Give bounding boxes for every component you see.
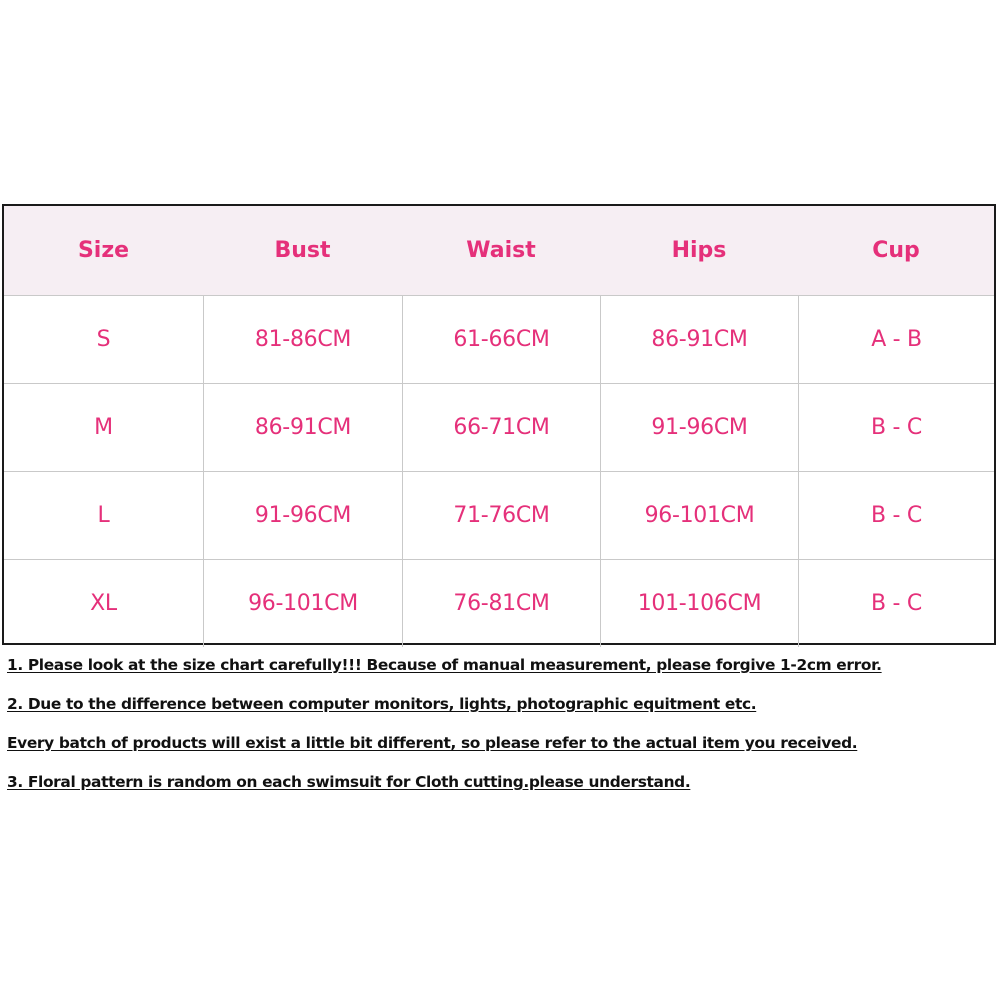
- cell-cup: B - C: [798, 383, 994, 471]
- cell-bust: 91-96CM: [203, 471, 402, 559]
- header-size: Size: [77, 238, 130, 263]
- header-cup: Cup: [872, 238, 920, 263]
- cell-bust: 86-91CM: [203, 383, 402, 471]
- table-row-l: [4, 471, 994, 559]
- cell-hips: 101-106CM: [600, 559, 798, 647]
- note-floral-pattern: 3. Floral pattern is random on each swimsuit for Cloth cutting.please understand.: [7, 773, 691, 791]
- note-batch-difference: Every batch of products will exist a little bit different, so please refer to the actual item you received.: [7, 734, 858, 752]
- cell-hips: 91-96CM: [600, 383, 798, 471]
- cell-hips: 86-91CM: [600, 295, 798, 383]
- header-bust: Bust: [274, 238, 331, 263]
- cell-cup: B - C: [798, 559, 994, 647]
- table-row-xl: [4, 559, 994, 647]
- cell-size: XL: [4, 559, 203, 647]
- note-measurement-error: 1. Please look at the size chart carefully!!! Because of manual measurement, please forgive 1-2cm error.: [7, 656, 882, 674]
- cell-size: M: [4, 383, 203, 471]
- cell-bust: 96-101CM: [203, 559, 402, 647]
- cell-waist: 71-76CM: [402, 471, 600, 559]
- header-hips: Hips: [671, 238, 727, 263]
- cell-cup: A - B: [798, 295, 994, 383]
- header-waist: Waist: [466, 238, 536, 263]
- size-chart-table: [2, 204, 996, 645]
- cell-cup: B - C: [798, 471, 994, 559]
- cell-size: L: [4, 471, 203, 559]
- cell-waist: 61-66CM: [402, 295, 600, 383]
- table-row-m: [4, 383, 994, 471]
- table-row-s: [4, 295, 994, 383]
- cell-waist: 66-71CM: [402, 383, 600, 471]
- note-monitor-difference: 2. Due to the difference between computer monitors, lights, photographic equitment etc.: [7, 695, 757, 713]
- cell-size: S: [4, 295, 203, 383]
- table-header-row: [4, 206, 994, 295]
- cell-waist: 76-81CM: [402, 559, 600, 647]
- cell-bust: 81-86CM: [203, 295, 402, 383]
- cell-hips: 96-101CM: [600, 471, 798, 559]
